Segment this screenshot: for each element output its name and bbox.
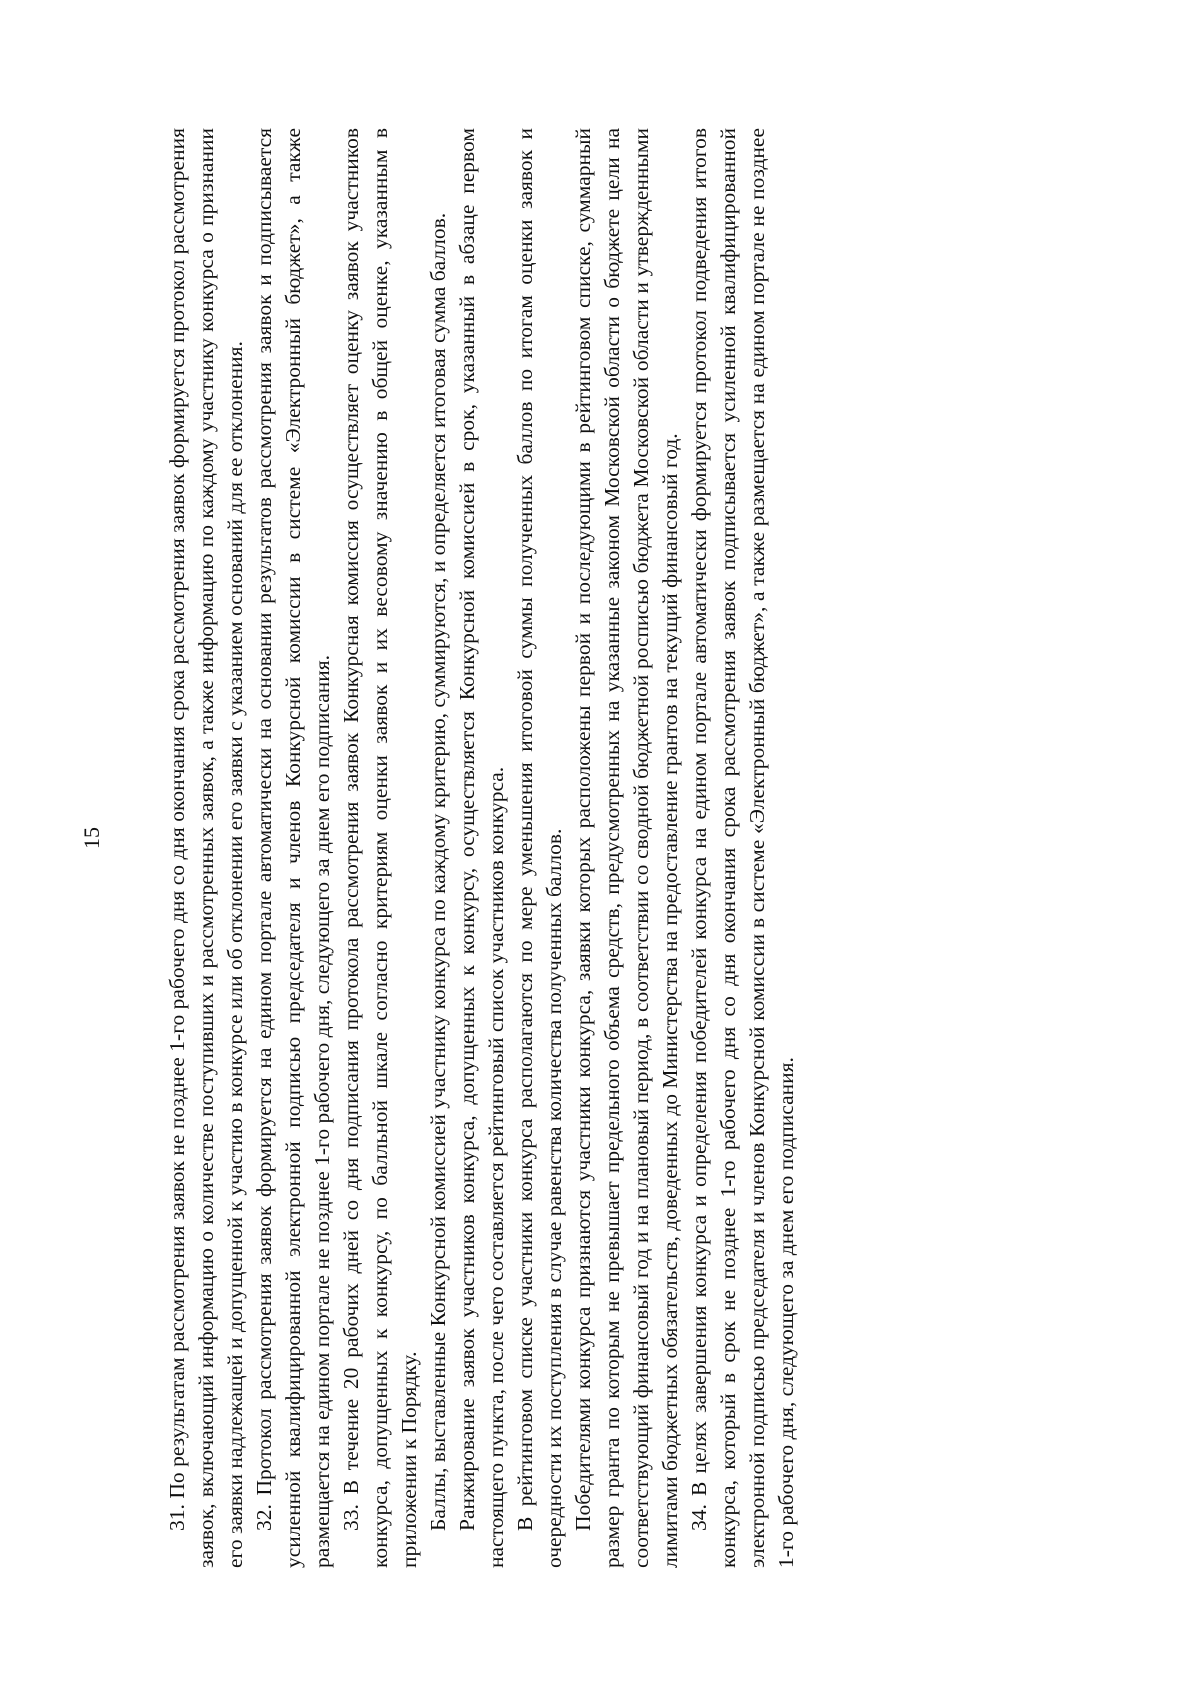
paragraph-33-rating-list: В рейтинговом списке участники конкурса располагаются по мере уменьшения итоговой суммы полученных баллов по итогам оценки заявок и очередности их поступления в случае равенства количества полученных баллов. — [513, 128, 566, 1568]
paragraph-33-ranking: Ранжирование заявок участников конкурса, допущенных к конкурсу, осуществляется Конкурсной комиссией в срок, указанный в абзаце первом настоящего пункта, после чего составляется рейтинговый список участников конкурса. — [455, 128, 508, 1568]
rotated-text-container — [163, 128, 1063, 1568]
paragraph-33: 33. В течение 20 рабочих дней со дня подписания протокола рассмотрения заявок Конкурсная комиссия осуществляет оценку заявок участников конкурса, допущенных к конкурсу, по балльной шкале согласно критериям оценки заявок и их весовому значению в общей оценке, указанным в приложении к Порядку. — [339, 128, 421, 1568]
paragraph-34: 34. В целях завершения конкурса и определения победителей конкурса на едином портале автоматически формируется протокол подведения итогов конкурса, который в срок не позднее 1-го рабочего дня со дня окончания срока рассмотрения заявок подписывается усиленной квалифицированной электронной подписью председателя и членов Конкурсной комиссии в системе «Электронный бюджет», а также размещается на едином портале не позднее 1-го рабочего дня, следующего за днем его подписания. — [687, 128, 798, 1568]
page-number: 15 — [79, 827, 104, 849]
document-body — [163, 128, 801, 1568]
paragraph-32: 32. Протокол рассмотрения заявок формируется на едином портале автоматически на основании результатов рассмотрения заявок и подписывается усиленной квалифицированной электронной подписью председателя и членов Конкурсной комиссии в системе «Электронный бюджет», а также размещается на едином портале не позднее 1-го рабочего дня, следующего за днем его подписания. — [252, 128, 334, 1568]
paragraph-33-scores: Баллы, выставленные Конкурсной комиссией участнику конкурса по каждому критерию, суммируются, и определяется итоговая сумма баллов. — [426, 212, 450, 1531]
paragraph-31: 31. По результатам рассмотрения заявок не позднее 1-го рабочего дня со дня окончания срока рассмотрения заявок формируется протокол рассмотрения заявок, включающий информацию о количестве поступивших и рассмотренных заявок, а также информацию по каждому участнику конкурса о признании его заявки надлежащей и допущенной к участию в конкурсе или об отклонении его заявки с указанием оснований для ее отклонения. — [165, 128, 247, 1568]
paragraph-33-winners: Победителями конкурса признаются участники конкурса, заявки которых расположены первой и последующими в рейтинговом списке, суммарный размер гранта по которым не превышает предельного объема средств, предусмотренных на указанные законом Московской области о бюджете цели на соответствующий финансовый год и на плановый период, в соответствии со сводной бюджетной росписью бюджета Московской области и утвержденными лимитами бюджетных обязательств, доведенных до Министерства на предоставление грантов на текущий финансовый год. — [571, 128, 682, 1568]
